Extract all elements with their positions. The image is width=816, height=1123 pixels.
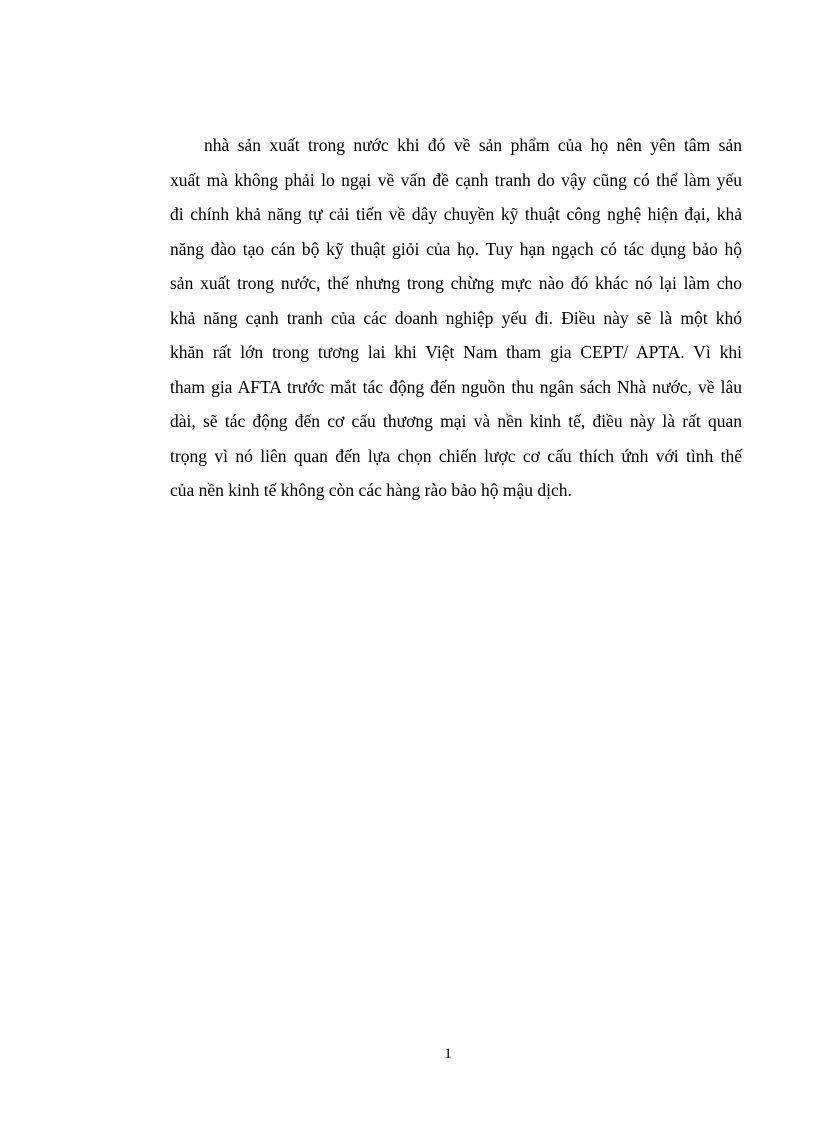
- paragraph-line: dài, sẽ tác động đến cơ cấu thương mại và nền kinh tế, điều này là rất quan: [170, 411, 742, 431]
- page-number: 1: [444, 1046, 452, 1062]
- paragraph-line: nhà sản xuất trong nước khi đó về sản phẩm của họ nên yên tâm sản: [204, 135, 742, 155]
- paragraph-line: năng đào tạo cán bộ kỹ thuật giỏi của họ. Tuy hạn ngạch có tác dụng bảo hộ: [170, 238, 742, 259]
- paragraph-line: sản xuất trong nước, thế nhưng trong chừng mực nào đó khác nó lại làm cho: [170, 273, 742, 293]
- paragraph-line: của nền kinh tế không còn các hàng rào bảo hộ mậu dịch.: [170, 480, 572, 500]
- paragraph-line: khả năng cạnh tranh của các doanh nghiệp yếu đi. Điều này sẽ là một khó: [170, 307, 742, 328]
- paragraph-line: trọng vì nó liên quan đến lựa chọn chiến lược cơ cấu thích ứnh với tình thế: [170, 445, 742, 466]
- paragraph-line: tham gia AFTA trước mắt tác động đến nguồn thu ngân sách Nhà nước, về lâu: [170, 376, 742, 397]
- paragraph-line: khăn rất lớn trong tương lai khi Việt Nam tham gia CEPT/ APTA. Vì khi: [170, 342, 742, 362]
- body-paragraph: [170, 128, 742, 508]
- paragraph-line: đi chính khả năng tự cải tiến về dây chuyền kỹ thuật công nghệ hiện đại, khả: [170, 204, 742, 224]
- paragraph-line: xuất mà không phải lo ngại về vấn đề cạnh tranh do vậy cũng có thể làm yếu: [170, 169, 742, 190]
